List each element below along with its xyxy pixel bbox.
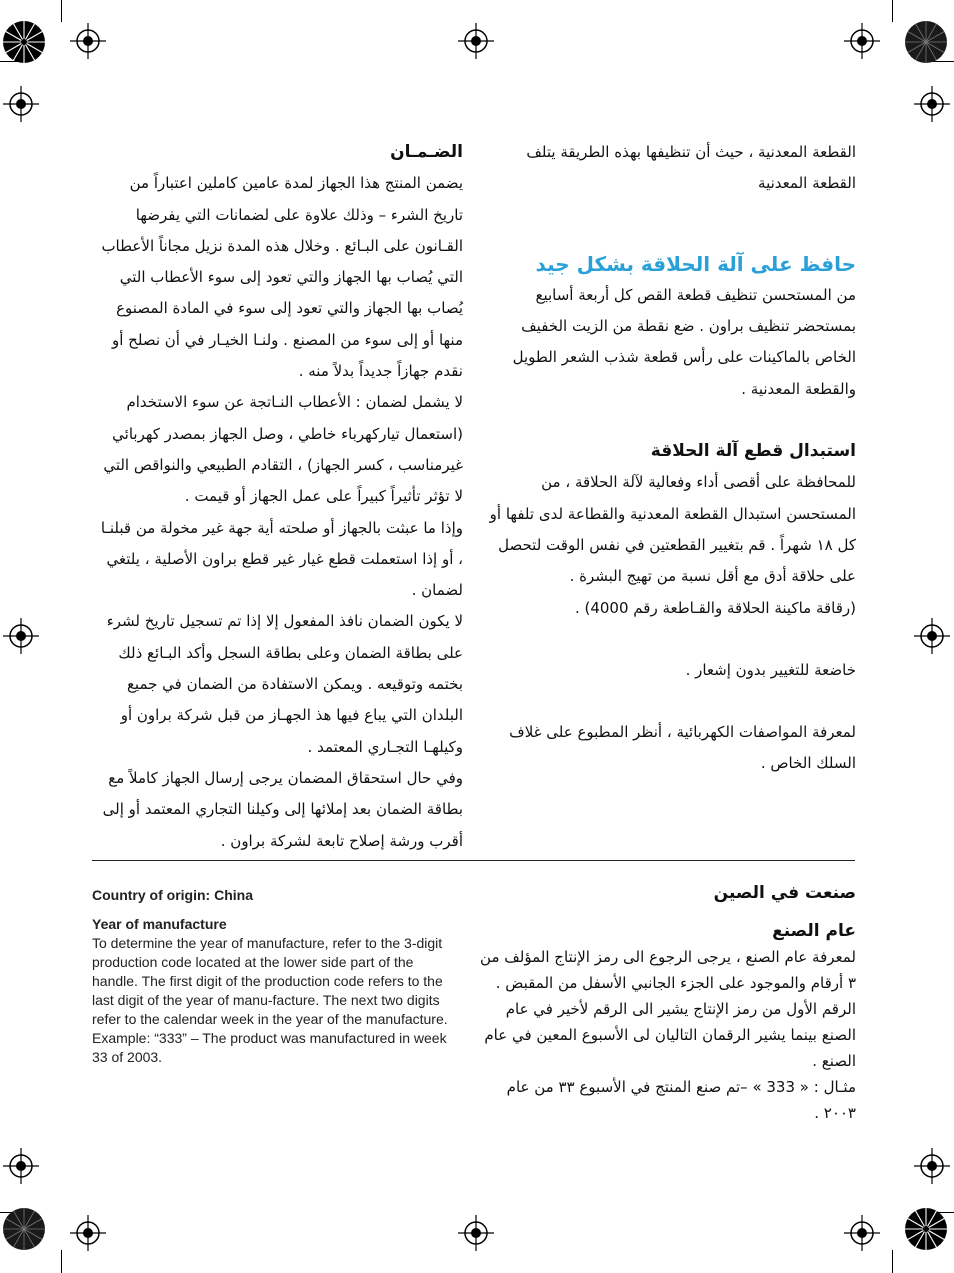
country-of-origin: Country of origin: China [92, 887, 253, 903]
country-heading-ar: صنعت في الصين [713, 883, 856, 903]
year-text-ar: لمعرفة عام الصنع ، يرجى الرجوع الى رمز الإنتاج المؤلف من ٣ أرقام والموجود على الجزء الجانبي الأسفل من المقبض . الرقم الأول من رمز الإنتاج يشير الى الرقم لأخير في عام الصنع بينما يشير الرقمان التاليان لى الأسبوع المعين في عام الصنع . [480, 948, 856, 1070]
example-text-ar: مثـال : « 333 » –تم صنع المنتج في الأسبوع ٣٣ من عام ٢٠٠٣ . [506, 1078, 856, 1122]
intro-text: القطعة المعدنية ، حيث أن تنظيفها بهذه الطريقة يتلف القطعة المعدنية [526, 143, 856, 193]
year-heading-ar: عام الصنع [772, 921, 856, 941]
registration-mark-icon [3, 86, 39, 122]
registration-mark-icon [70, 23, 106, 59]
replace-text: للمحافظة على أقصى أداء وفعالية لآلة الحلاقة ، من المستحسن استبدال القطعة المعدنية والقطاعة لدى تلفها أو كل ١٨ شهراً . قم بتغيير القطعتين في نفس الوقت لتحصل على حلاقة أدق مع أقل نسبة من تهيج البشرة . [489, 473, 856, 586]
registration-mark-icon [844, 1215, 880, 1251]
example-text-en: Example: “333” – The product was manufactured in week 33 of 2003. [92, 1030, 447, 1065]
part-number: (رقاقة ماكينة الحلاقة والقـاطعة رقم 4000) . [574, 598, 856, 617]
registration-mark-icon [914, 1148, 950, 1184]
color-calibration-wheel-icon [2, 1207, 46, 1251]
registration-mark-icon [458, 1215, 494, 1251]
section-divider [92, 860, 855, 861]
registration-mark-icon [458, 23, 494, 59]
warranty-paragraph: يضمن المنتج هذا الجهاز لمدة عامين كاملين اعتباراً من تاريخ الشرء – وذلك علاوة على لضمانات التي يفرضها القـانون على البـائع . وخلال هذه المدة نزيل مجاناً الأعطاب التي يُصاب بها الجهاز والتي تعود إلى سوء الأعطاب التي يُصاب بها الجهاز والتي تعود إلى سوء في المادة المصنوع منها أو إلى سوء من المصنع . ولنـا الخيـار في أن نصلح أو نقدم جهازاً جديداً بدلاً منه . [101, 174, 463, 381]
registration-mark-icon [70, 1215, 106, 1251]
warranty-heading: الضـمـان [390, 142, 463, 162]
crop-mark [61, 0, 62, 22]
change-notice: خاضعة للتغيير بدون إشعار . [685, 660, 856, 679]
color-calibration-wheel-icon [904, 1207, 948, 1251]
crop-mark [892, 0, 893, 22]
registration-mark-icon [3, 1148, 39, 1184]
color-calibration-wheel-icon [2, 20, 46, 64]
warranty-paragraph: وفي حال استحقاق المضمان يرجى إرسال الجهاز كاملاً مع بطاقة الضمان بعد إملائها إلى وكيلنا التجاري المعتمد أو إلى أقرب ورشة إصلاح تابعة لشركة براون . [102, 768, 463, 850]
registration-mark-icon [914, 86, 950, 122]
year-heading-en: Year of manufacture [92, 916, 227, 932]
right-column [487, 137, 856, 780]
warranty-column [97, 137, 463, 857]
crop-mark [892, 1250, 893, 1273]
replace-heading: استبدال قطع آلة الحلاقة [650, 441, 856, 462]
warranty-paragraph: لا يشمل لضمان : الأعطاب النـاتجة عن سوء الاستخدام (استعمال تياركهرباء خاطي ، وصل الجهاز بمصدر كهربائي غيرمناسب ، كسر الجهاز) ، التقادم الطبيعي والنواقص التي لا تؤثر تأثيراً كبيراً على عمل الجهاز أو قيمت . [103, 393, 463, 506]
year-text-en: To determine the year of manufacture, refer to the 3-digit production code located at the lower side part of the handle. The first digit of the production code refers to the last digit of the year of manu-facture. The next two digits refer to the calendar week in the year of the manufacture. [92, 935, 448, 1027]
registration-mark-icon [914, 618, 950, 654]
registration-mark-icon [3, 618, 39, 654]
color-calibration-wheel-icon [904, 20, 948, 64]
warranty-paragraph: لا يكون الضمان نافذ المفعول إلا إذا تم تسجيل تاريخ لشرء على بطاقة الضمان وعلى بطاقة السجل وأكد البـائع ذلك بختمه وتوقيعه . ويمكن الاستفادة من الضمان في جميع البلدان التي يباع فيها هذ الجهـاز من قبل شركة براون أو وكيلهـا التجـاري المعتمد . [106, 612, 463, 756]
english-origin-block [92, 886, 454, 1067]
arabic-origin-block [472, 880, 856, 1126]
crop-mark [61, 1250, 62, 1273]
warranty-paragraph: وإذا ما عبثت بالجهاز أو صلحته أية جهة غير مخولة من قبلنـا ، أو إذا استعملت قطع غيار غير قطع براون الأصلية ، يلتغي لضمان . [100, 518, 463, 600]
registration-mark-icon [844, 23, 880, 59]
specs-text: لمعرفة المواصفات الكهربائية ، أنظر المطبوع على غلاف السلك الخاص . [509, 723, 856, 773]
care-heading: حافظ على آلة الحلاقة بشكل جيد [535, 251, 856, 276]
care-text: من المستحسن تنظيف قطعة القص كل أربعة أسابيع بمستحضر تنظيف براون . ضع نقطة من الزيت الخفيف الخاص بالماكينات على رأس قطعة شذب الشعر الطويل والقطعة المعدنية . [512, 285, 856, 398]
